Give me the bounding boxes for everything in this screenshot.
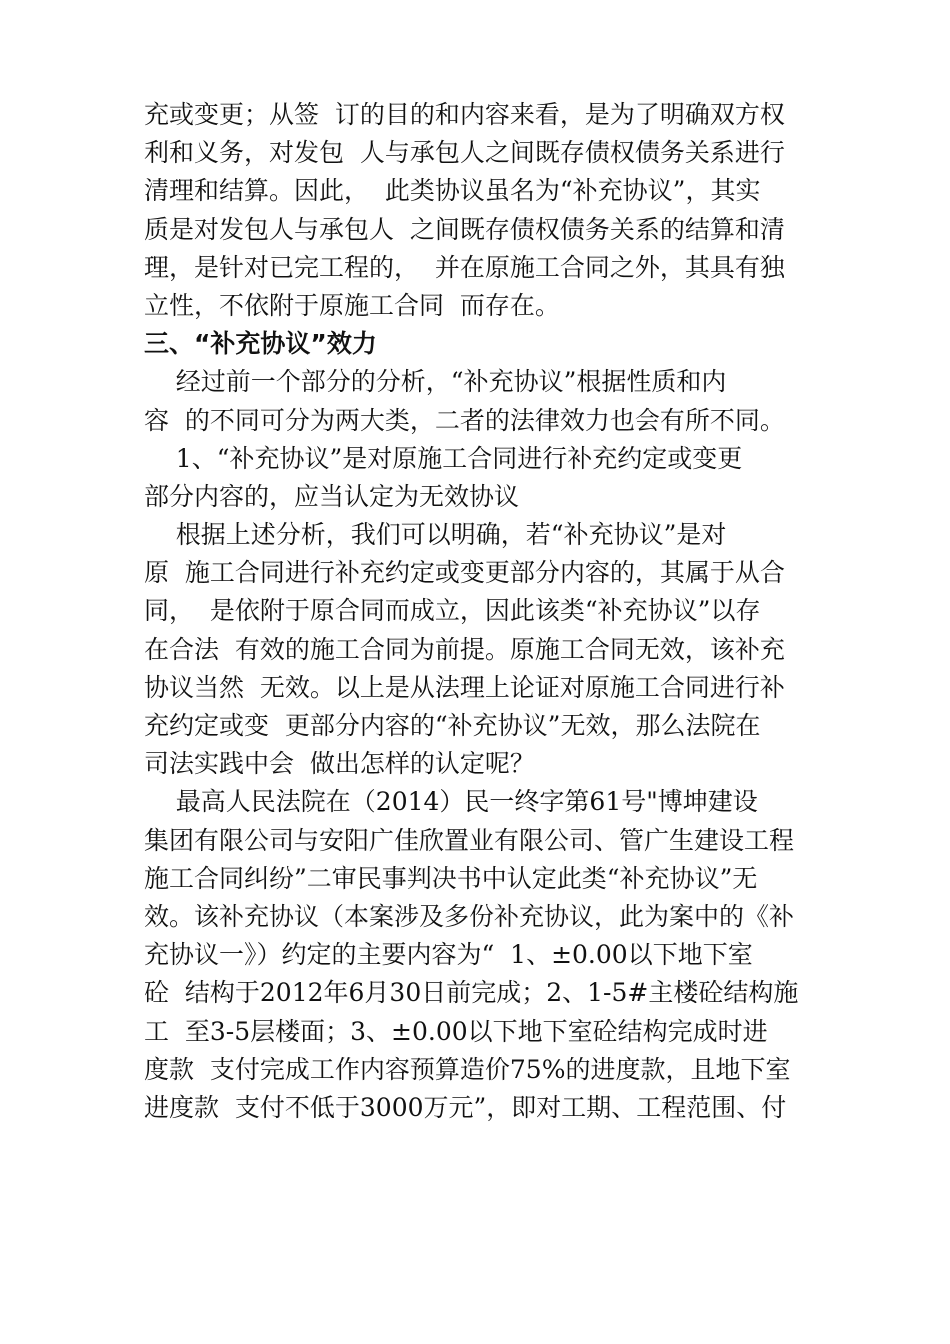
paragraph-reasoning	[144, 516, 816, 783]
text-line: 经过前一个部分的分析，“补充协议”根据性质和内	[144, 367, 727, 397]
text-line: 部分内容的，应当认定为无效协议	[144, 481, 520, 511]
text-line: 原 施工合同进行补充约定或变更部分内容的，其属于从合	[144, 558, 785, 588]
intro-paragraph	[144, 96, 816, 325]
paragraph-analysis	[144, 363, 816, 439]
paragraph-case	[144, 783, 816, 1127]
text-line: 协议当然 无效。以上是从法理上论证对原施工合同进行补	[144, 672, 785, 702]
text-line: 容 的不同可分为两大类，二者的法律效力也会有所不同。	[144, 405, 785, 435]
text-line: 充协议一》）约定的主要内容为“ 1、±0.00以下地下室	[144, 940, 753, 970]
text-line: 度款 支付完成工作内容预算造价75%的进度款，且地下室	[144, 1054, 791, 1084]
text-line: 施工合同纠纷”二审民事判决书中认定此类“补充协议”无	[144, 863, 758, 893]
text-line: 立性，不依附于原施工合同 而存在。	[144, 290, 560, 320]
text-line: 集团有限公司与安阳广佳欣置业有限公司、管广生建设工程	[144, 825, 795, 855]
text-line: 充或变更；从签 订的目的和内容来看，是为了明确双方权	[144, 100, 785, 129]
text-line: 理，是针对已完工程的， 并在原施工合同之外，其具有独	[144, 252, 785, 282]
text-line: 效。该补充协议（本案涉及多份补充协议，此为案中的《补	[144, 901, 795, 931]
text-line: 清理和结算。因此， 此类协议虽名为“补充协议”，其实	[144, 176, 761, 206]
text-line: 利和义务，对发包 人与承包人之间既存债权债务关系进行	[144, 138, 785, 168]
text-line: 同， 是依附于原合同而成立，因此该类“补充协议”以存	[144, 596, 761, 626]
text-line: 在合法 有效的施工合同为前提。原施工合同无效，该补充	[144, 634, 785, 664]
subheading-1	[144, 440, 816, 516]
text-line: 砼 结构于2012年6月30日前完成；2、1-5#主楼砼结构施	[144, 978, 799, 1008]
text-line: 充约定或变 更部分内容的“补充协议”无效，那么法院在	[144, 711, 761, 740]
text-line: 1、“补充协议”是对原施工合同进行补充约定或变更	[144, 443, 743, 473]
text-line: 最高人民法院在（2014）民一终字第61号"博坤建设	[144, 787, 758, 817]
text-line: 司法实践中会 做出怎样的认定呢？	[144, 749, 535, 779]
text-line: 根据上述分析，我们可以明确，若“补充协议”是对	[144, 520, 727, 550]
text-line: 工 至3-5层楼面；3、±0.00以下地下室砼结构完成时进	[144, 1016, 768, 1046]
section-heading: 三、“补充协议”效力	[144, 329, 377, 359]
text-line: 质是对发包人与承包人 之间既存债权债务关系的结算和清	[144, 214, 785, 244]
document-body	[144, 96, 816, 1127]
text-line: 进度款 支付不低于3000万元”，即对工期、工程范围、付	[144, 1092, 787, 1122]
